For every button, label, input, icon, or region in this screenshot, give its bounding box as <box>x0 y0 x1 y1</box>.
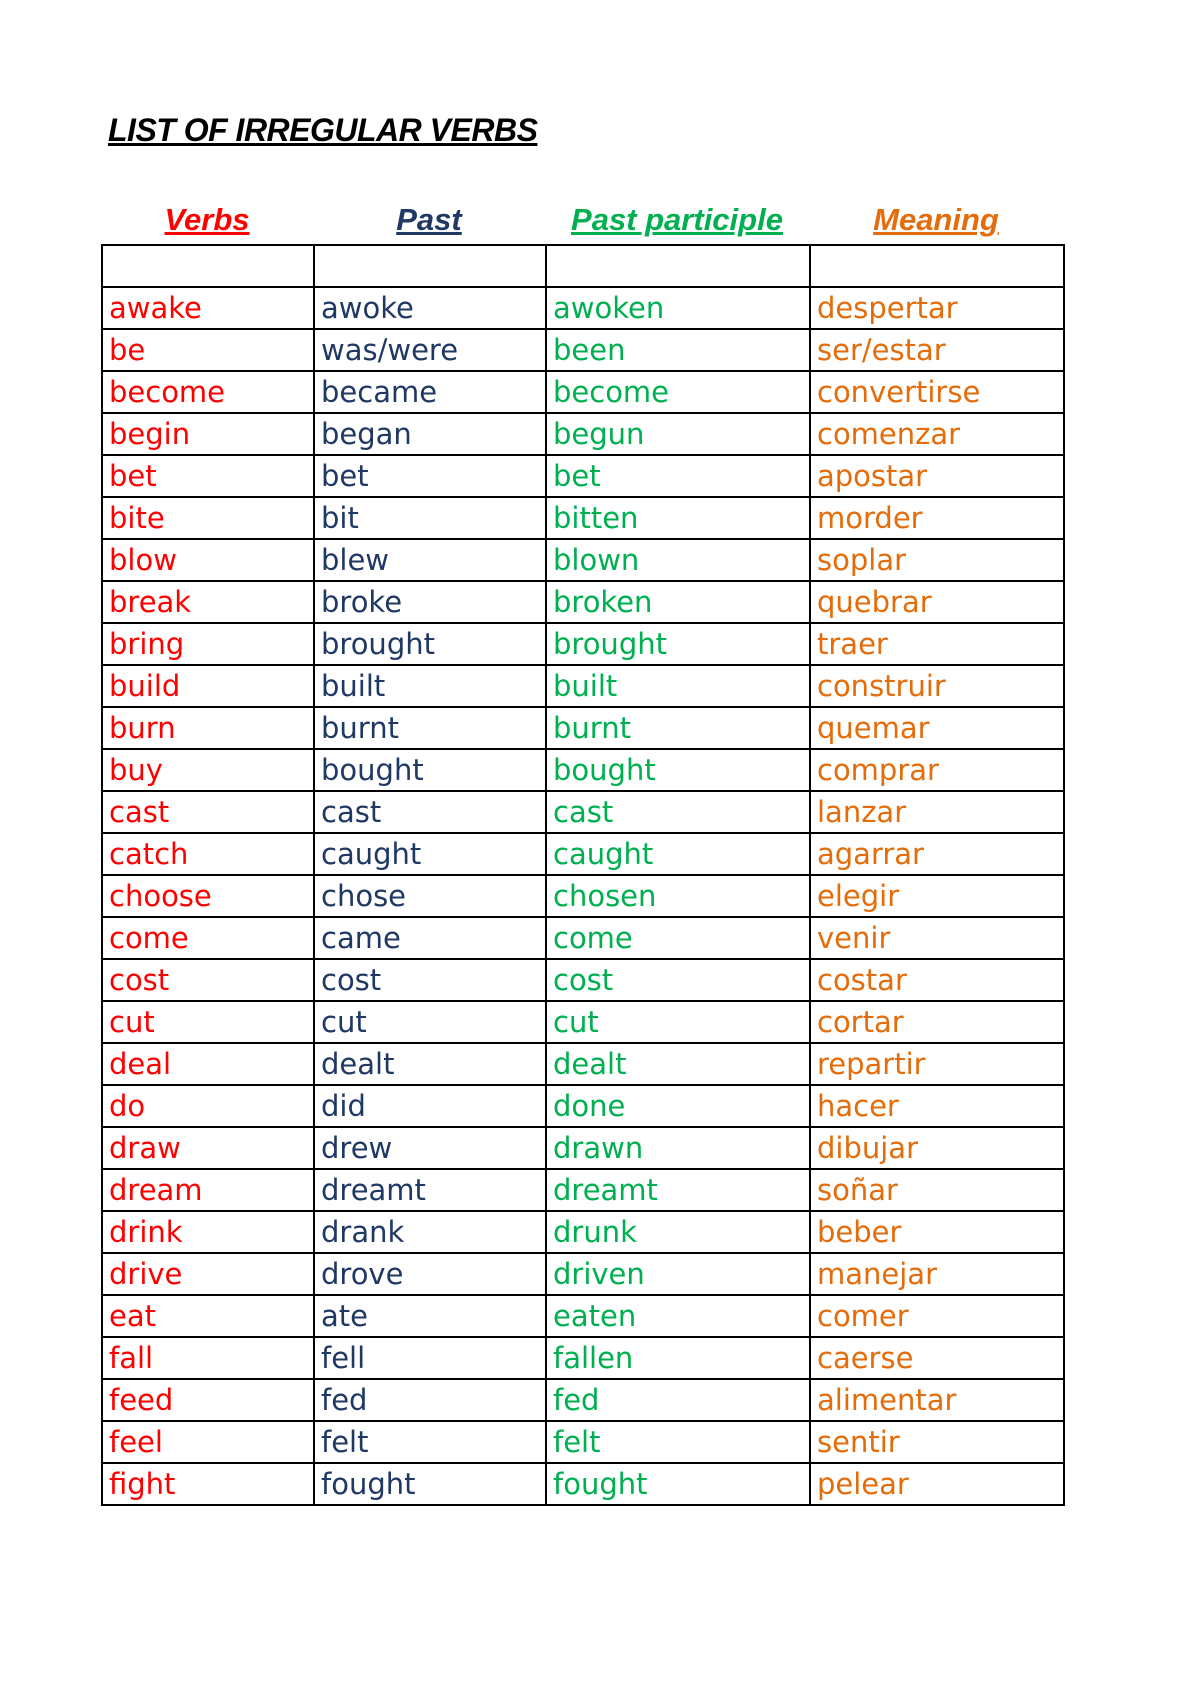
table-row <box>102 1043 1064 1085</box>
verb-cell <box>102 245 314 287</box>
past-cell: began <box>314 413 546 455</box>
past-cell: bit <box>314 497 546 539</box>
meaning-cell: alimentar <box>810 1379 1064 1421</box>
past-participle-cell: driven <box>546 1253 810 1295</box>
meaning-cell: soplar <box>810 539 1064 581</box>
meaning-cell: cortar <box>810 1001 1064 1043</box>
verb-cell: buy <box>102 749 314 791</box>
past-participle-cell: become <box>546 371 810 413</box>
past-participle-cell: cut <box>546 1001 810 1043</box>
table-row <box>102 287 1064 329</box>
past-participle-cell: cost <box>546 959 810 1001</box>
past-cell: broke <box>314 581 546 623</box>
past-cell: caught <box>314 833 546 875</box>
verb-cell: eat <box>102 1295 314 1337</box>
meaning-cell: construir <box>810 665 1064 707</box>
past-participle-cell: dealt <box>546 1043 810 1085</box>
past-participle-cell: cast <box>546 791 810 833</box>
past-participle-cell: awoken <box>546 287 810 329</box>
past-participle-cell: come <box>546 917 810 959</box>
past-cell: cast <box>314 791 546 833</box>
header-meaning: Meaning <box>873 202 999 237</box>
verb-cell: feed <box>102 1379 314 1421</box>
verb-cell: deal <box>102 1043 314 1085</box>
irregular-verbs-table <box>101 244 1065 1506</box>
verb-cell: burn <box>102 707 314 749</box>
verb-cell: begin <box>102 413 314 455</box>
past-cell: dreamt <box>314 1169 546 1211</box>
meaning-cell: hacer <box>810 1085 1064 1127</box>
past-participle-cell: broken <box>546 581 810 623</box>
past-participle-cell: chosen <box>546 875 810 917</box>
table-row <box>102 959 1064 1001</box>
meaning-cell: manejar <box>810 1253 1064 1295</box>
table-row <box>102 581 1064 623</box>
past-cell: was/were <box>314 329 546 371</box>
verb-cell: catch <box>102 833 314 875</box>
past-cell: bought <box>314 749 546 791</box>
header-verbs: Verbs <box>164 202 250 237</box>
past-cell: felt <box>314 1421 546 1463</box>
table-row <box>102 1085 1064 1127</box>
past-participle-cell: drawn <box>546 1127 810 1169</box>
past-participle-cell: eaten <box>546 1295 810 1337</box>
past-cell: drew <box>314 1127 546 1169</box>
meaning-cell: pelear <box>810 1463 1064 1505</box>
meaning-cell: soñar <box>810 1169 1064 1211</box>
verb-cell: build <box>102 665 314 707</box>
past-cell: drank <box>314 1211 546 1253</box>
verb-cell: cast <box>102 791 314 833</box>
table-row <box>102 455 1064 497</box>
column-headers <box>101 202 1063 246</box>
verb-cell: be <box>102 329 314 371</box>
past-participle-cell: fallen <box>546 1337 810 1379</box>
past-cell: awoke <box>314 287 546 329</box>
verb-cell: cut <box>102 1001 314 1043</box>
meaning-cell: convertirse <box>810 371 1064 413</box>
meaning-cell: morder <box>810 497 1064 539</box>
table-row <box>102 329 1064 371</box>
past-cell: fell <box>314 1337 546 1379</box>
past-cell: drove <box>314 1253 546 1295</box>
past-participle-cell: begun <box>546 413 810 455</box>
meaning-cell: quemar <box>810 707 1064 749</box>
meaning-cell: caerse <box>810 1337 1064 1379</box>
verb-cell: do <box>102 1085 314 1127</box>
meaning-cell: beber <box>810 1211 1064 1253</box>
meaning-cell: comprar <box>810 749 1064 791</box>
table-row <box>102 1211 1064 1253</box>
verb-cell: choose <box>102 875 314 917</box>
past-participle-cell: blown <box>546 539 810 581</box>
meaning-cell: quebrar <box>810 581 1064 623</box>
table-row <box>102 1001 1064 1043</box>
verb-cell: blow <box>102 539 314 581</box>
past-participle-cell: fought <box>546 1463 810 1505</box>
verb-cell: come <box>102 917 314 959</box>
past-cell: became <box>314 371 546 413</box>
meaning-cell: elegir <box>810 875 1064 917</box>
table-row <box>102 1253 1064 1295</box>
verb-cell: break <box>102 581 314 623</box>
past-participle-cell: drunk <box>546 1211 810 1253</box>
past-cell: built <box>314 665 546 707</box>
past-participle-cell <box>546 245 810 287</box>
table-row <box>102 1169 1064 1211</box>
table-body <box>102 245 1064 1505</box>
verb-cell: bring <box>102 623 314 665</box>
meaning-cell: dibujar <box>810 1127 1064 1169</box>
past-participle-cell: built <box>546 665 810 707</box>
past-cell: ate <box>314 1295 546 1337</box>
past-cell: chose <box>314 875 546 917</box>
table-row <box>102 665 1064 707</box>
past-participle-cell: bet <box>546 455 810 497</box>
verb-cell: cost <box>102 959 314 1001</box>
past-cell: cut <box>314 1001 546 1043</box>
table-row <box>102 497 1064 539</box>
past-cell: fought <box>314 1463 546 1505</box>
page-title: LIST OF IRREGULAR VERBS <box>108 112 538 148</box>
past-participle-cell: bitten <box>546 497 810 539</box>
table-row <box>102 1463 1064 1505</box>
table-row <box>102 875 1064 917</box>
past-cell: did <box>314 1085 546 1127</box>
verb-cell: bite <box>102 497 314 539</box>
meaning-cell: comer <box>810 1295 1064 1337</box>
meaning-cell: agarrar <box>810 833 1064 875</box>
meaning-cell: despertar <box>810 287 1064 329</box>
table-row <box>102 749 1064 791</box>
verb-cell: feel <box>102 1421 314 1463</box>
past-participle-cell: brought <box>546 623 810 665</box>
past-participle-cell: dreamt <box>546 1169 810 1211</box>
meaning-cell: repartir <box>810 1043 1064 1085</box>
past-cell: came <box>314 917 546 959</box>
table-row <box>102 1127 1064 1169</box>
meaning-cell: venir <box>810 917 1064 959</box>
table-row <box>102 371 1064 413</box>
meaning-cell: costar <box>810 959 1064 1001</box>
meaning-cell: sentir <box>810 1421 1064 1463</box>
past-cell: dealt <box>314 1043 546 1085</box>
verb-cell: drive <box>102 1253 314 1295</box>
table-row <box>102 707 1064 749</box>
past-participle-cell: burnt <box>546 707 810 749</box>
past-cell: fed <box>314 1379 546 1421</box>
past-cell: bet <box>314 455 546 497</box>
past-participle-cell: caught <box>546 833 810 875</box>
table-row <box>102 1337 1064 1379</box>
verb-cell: fight <box>102 1463 314 1505</box>
meaning-cell: lanzar <box>810 791 1064 833</box>
past-participle-cell: been <box>546 329 810 371</box>
past-cell <box>314 245 546 287</box>
meaning-cell: comenzar <box>810 413 1064 455</box>
verb-cell: bet <box>102 455 314 497</box>
verb-cell: awake <box>102 287 314 329</box>
table-row <box>102 245 1064 287</box>
verb-cell: fall <box>102 1337 314 1379</box>
table-row <box>102 1421 1064 1463</box>
verb-cell: draw <box>102 1127 314 1169</box>
table-row <box>102 1379 1064 1421</box>
table-row <box>102 1295 1064 1337</box>
past-participle-cell: bought <box>546 749 810 791</box>
verb-cell: become <box>102 371 314 413</box>
header-past-participle: Past participle <box>571 202 783 237</box>
past-participle-cell: fed <box>546 1379 810 1421</box>
table-row <box>102 833 1064 875</box>
past-cell: blew <box>314 539 546 581</box>
past-cell: cost <box>314 959 546 1001</box>
verb-cell: drink <box>102 1211 314 1253</box>
past-participle-cell: felt <box>546 1421 810 1463</box>
past-cell: brought <box>314 623 546 665</box>
table-row <box>102 623 1064 665</box>
header-past: Past <box>396 202 462 237</box>
past-cell: burnt <box>314 707 546 749</box>
meaning-cell: apostar <box>810 455 1064 497</box>
table-row <box>102 917 1064 959</box>
past-participle-cell: done <box>546 1085 810 1127</box>
meaning-cell <box>810 245 1064 287</box>
table-row <box>102 539 1064 581</box>
table-row <box>102 413 1064 455</box>
table-row <box>102 791 1064 833</box>
meaning-cell: traer <box>810 623 1064 665</box>
meaning-cell: ser/estar <box>810 329 1064 371</box>
verb-cell: dream <box>102 1169 314 1211</box>
